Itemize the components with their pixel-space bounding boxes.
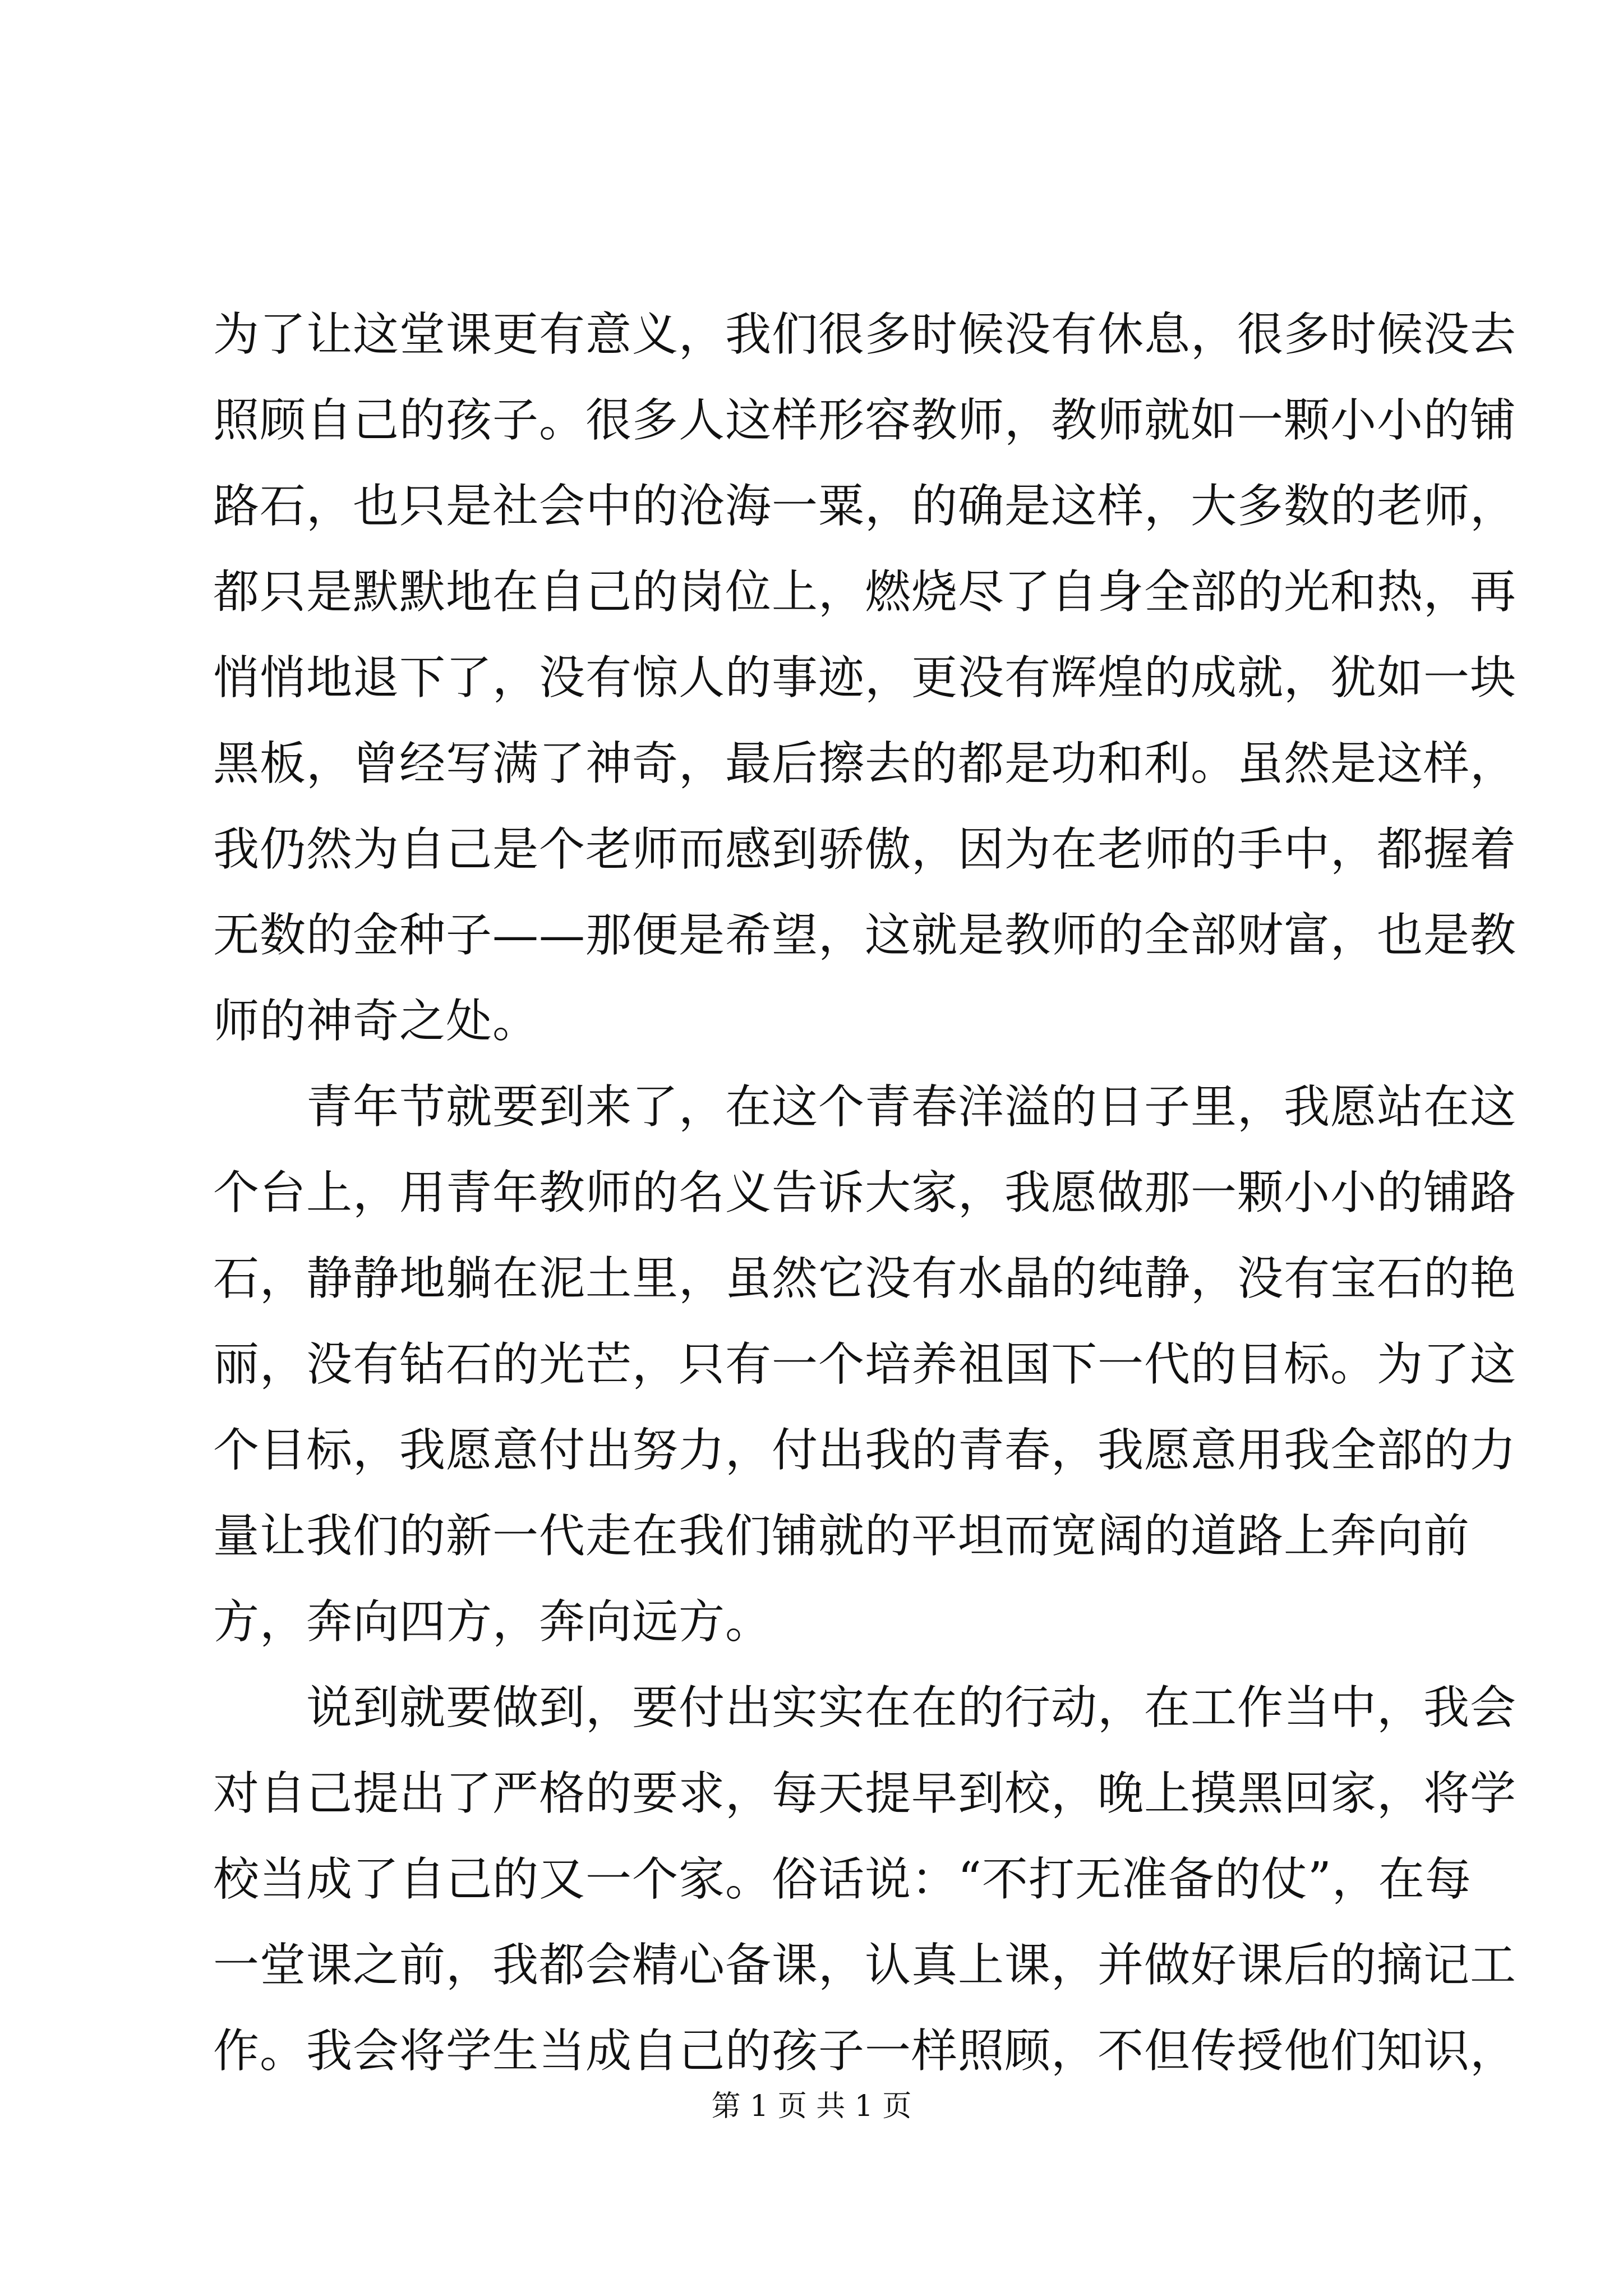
text-line: 照顾自己的孩子。很多人这样形容教师，教师就如一颗小小的铺	[213, 394, 1517, 447]
text-line: 青年节就要到来了，在这个青春洋溢的日子里，我愿站在这	[213, 1080, 1517, 1134]
page-footer	[0, 2084, 1623, 2129]
text-line: 个台上，用青年教师的名义告诉大家，我愿做那一颗小小的铺路	[213, 1166, 1517, 1220]
text-line: 悄悄地退下了，没有惊人的事迹，更没有辉煌的成就，犹如一块	[213, 651, 1517, 705]
text-line: 说到就要做到，要付出实实在在的行动，在工作当中，我会	[213, 1681, 1517, 1734]
text-line: 一堂课之前，我都会精心备课，认真上课，并做好课后的摘记工	[213, 1939, 1517, 1992]
text-line: 方，奔向四方，奔向远方。	[213, 1595, 772, 1649]
page-number: 第 1 页 共 1 页	[711, 2090, 912, 2123]
text-line: 量让我们的新一代走在我们铺就的平坦而宽阔的道路上奔向前	[213, 1510, 1470, 1563]
text-line: 师的神奇之处。	[213, 995, 540, 1048]
body-text	[213, 292, 1517, 2094]
text-line: 个目标，我愿意付出努力，付出我的青春，我愿意用我全部的力	[213, 1424, 1517, 1477]
text-line: 路石，也只是社会中的沧海一粟，的确是这样，大多数的老师，	[213, 480, 1517, 533]
text-line: 无数的金种子——那便是希望，这就是教师的全部财富，也是教	[213, 909, 1517, 962]
text-line: 石，静静地躺在泥土里，虽然它没有水晶的纯静，没有宝石的艳	[213, 1252, 1517, 1305]
text-line: 校当成了自己的又一个家。俗话说：“不打无准备的仗”，在每	[213, 1853, 1472, 1906]
text-line: 我仍然为自己是个老师而感到骄傲，因为在老师的手中，都握着	[213, 823, 1517, 876]
text-line: 作。我会将学生当成自己的孩子一样照顾，不但传授他们知识，	[213, 2024, 1517, 2078]
text-line: 黑板，曾经写满了神奇，最后擦去的都是功和利。虽然是这样，	[213, 737, 1517, 790]
text-line: 都只是默默地在自己的岗位上，燃烧尽了自身全部的光和热，再	[213, 565, 1517, 619]
text-line: 对自己提出了严格的要求，每天提早到校，晚上摸黑回家，将学	[213, 1767, 1517, 1820]
text-line: 为了让这堂课更有意义，我们很多时候没有休息，很多时候没去	[213, 308, 1517, 361]
text-line: 丽，没有钻石的光芒，只有一个培养祖国下一代的目标。为了这	[213, 1338, 1517, 1391]
